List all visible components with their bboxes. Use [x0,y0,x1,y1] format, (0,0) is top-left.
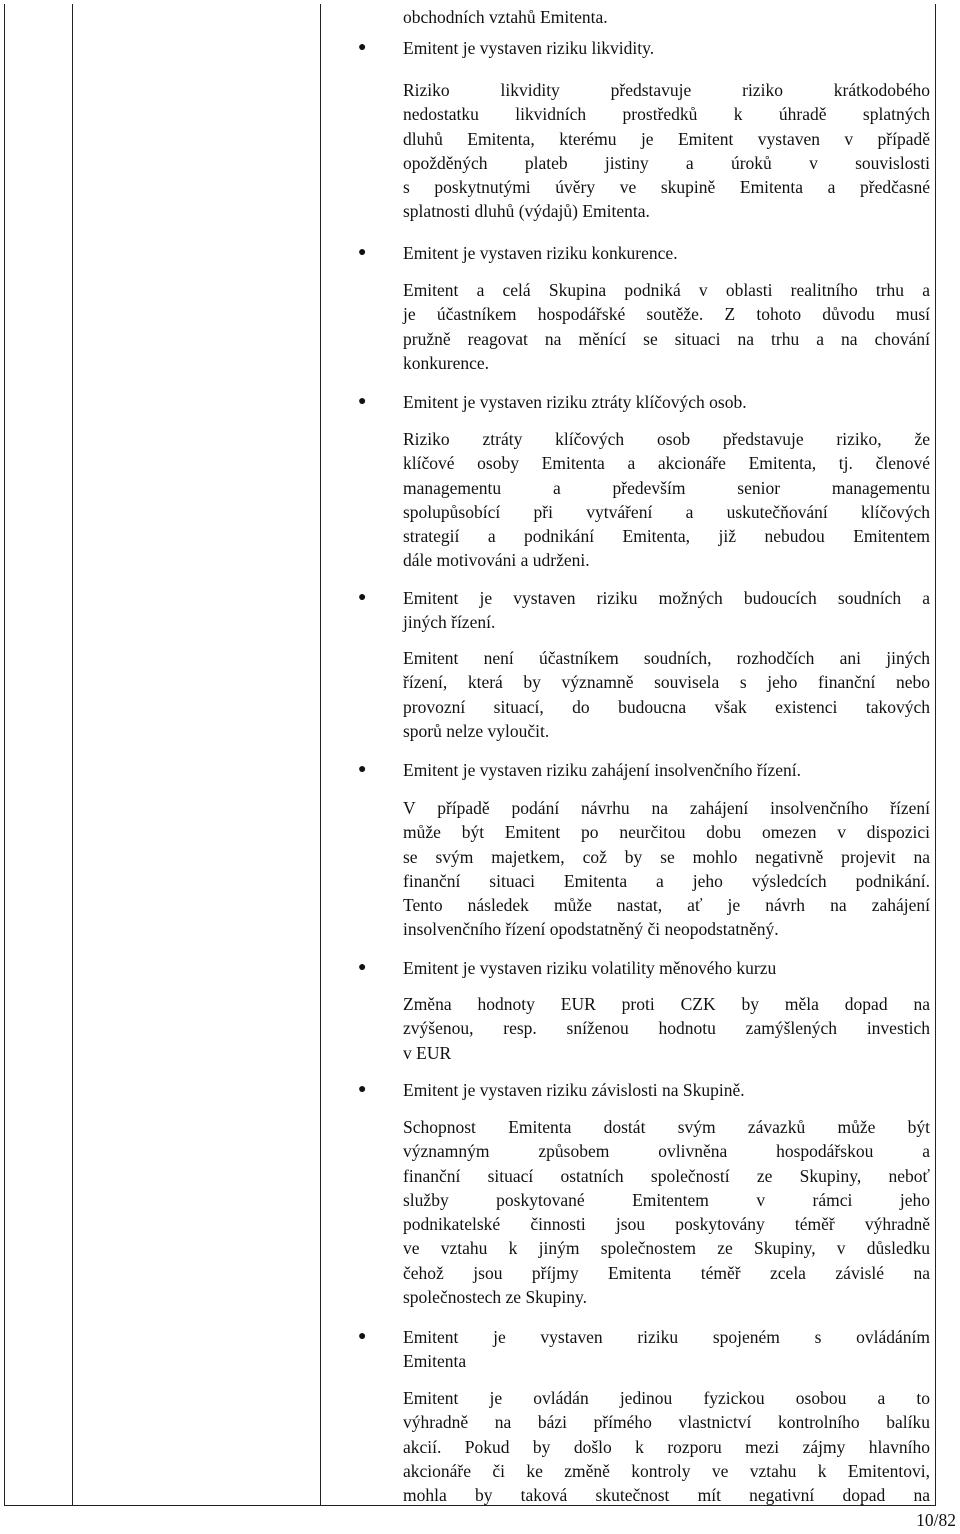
paragraph [358,5,930,29]
text-line: s poskytnutými úvěry ve skupině Emitenta a předčasné [403,177,930,198]
text-line: konkurence. [403,352,490,373]
bullet-item [358,1078,930,1102]
bullet-item [358,758,930,782]
bullet-icon: ● [358,762,367,777]
text-line: pružně reagovat na měnící se situaci na trhu a na chování [403,328,930,349]
text-line: Emitent je vystaven riziku ztráty klíčových osob. [403,392,747,412]
bullet-icon: ● [358,960,367,975]
text-line: Emitent a celá Skupina podniká v oblasti realitního trhu a [403,280,930,300]
bullet-item [358,390,930,414]
text-line: Emitent je vystaven riziku možných budoucích soudních a [403,588,930,608]
text-line: akcionáře či ke změně kontroly ve vztahu k Emitentovi, [403,1460,930,1481]
text-line: Riziko likvidity představuje riziko krátkodobého [403,80,930,100]
text-line: Emitent je vystaven riziku volatility měnového kurzu [403,958,777,978]
paragraph [358,278,930,375]
bullet-item [358,586,930,635]
text-line: Emitent je vystaven riziku likvidity. [403,38,655,58]
text-line: finanční situací ostatních společností ze Skupiny, neboť [403,1165,930,1186]
bullet-icon: ● [358,1329,367,1344]
text-line: řízení, která by významně souvisela s jeho finanční nebo [403,672,930,693]
text-line: finanční situaci Emitenta a jeho výsledcích podnikání. [403,870,930,891]
bullet-item [358,241,930,265]
text-line: čehož jsou příjmy Emitenta téměř zcela závislé na [403,1262,930,1283]
text-line: podnikatelské činnosti jsou poskytovány téměř výhradně [403,1214,930,1235]
column-divider [320,4,321,1506]
text-line: ve vztahu k jiným společnostem ze Skupiny, v důsledku [403,1238,930,1259]
text-line: klíčové osoby Emitenta a akcionáře Emitenta, tj. členové [403,453,930,474]
bullet-item [358,36,930,60]
text-line: je účastníkem hospodářské soutěže. Z tohoto důvodu musí [403,304,930,325]
text-line: Emitent je vystaven riziku konkurence. [403,243,678,263]
text-line: dluhů Emitenta, kterému je Emitent vystaven v případě [403,128,930,149]
text-line: Emitent je vystaven riziku zahájení insolvenčního řízení. [403,760,801,780]
text-line: insolvenčního řízení opodstatněný či neopodstatněný. [403,919,779,940]
document-body [358,0,930,1506]
paragraph [358,1386,930,1506]
text-line: provozní situací, do budoucna však existenci takových [403,696,930,717]
text-line: splatnosti dluhů (výdajů) Emitenta. [403,201,650,222]
text-line: Emitent je vystaven riziku spojeném s ovládáním [403,1327,930,1347]
text-line: strategií a podnikání Emitenta, již nebudou Emitentem [403,526,930,547]
paragraph [358,427,930,573]
paragraph [358,796,930,942]
bullet-icon: ● [358,245,367,260]
bullet-icon: ● [358,394,367,409]
text-line: zvýšenou, resp. sníženou hodnotu zamýšlených investich [403,1018,930,1039]
bullet-icon: ● [358,590,367,605]
text-line: V případě podání návrhu na zahájení insolvenčního řízení [403,798,930,818]
paragraph [358,1115,930,1309]
text-line: Schopnost Emitenta dostát svým závazků může být [403,1117,930,1137]
text-line: Tento následek může nastat, ať je návrh na zahájení [403,895,930,916]
bullet-item [358,956,930,980]
paragraph [358,646,930,743]
paragraph [358,992,930,1065]
bullet-item [358,1325,930,1374]
text-line: Emitenta [403,1351,467,1372]
text-line: Riziko ztráty klíčových osob představuje riziko, že [403,429,930,449]
text-line: akcií. Pokud by došlo k rozporu mezi zájmy hlavního [403,1436,930,1457]
text-line: obchodních vztahů Emitenta. [403,7,608,27]
paragraph [358,78,930,224]
text-line: opožděných plateb jistiny a úroků v souvislosti [403,152,930,173]
text-line: sporů nelze vyloučit. [403,720,550,741]
column-divider [72,4,73,1506]
text-line: Změna hodnoty EUR proti CZK by měla dopad na [403,994,930,1014]
text-line: výhradně na bázi přímého vlastnictví kontrolního balíku [403,1412,930,1433]
text-line: spolupůsobící při vytváření a uskutečňování klíčových [403,501,930,522]
bullet-icon: ● [358,1082,367,1097]
text-line: společnostech ze Skupiny. [403,1287,588,1308]
text-line: jiných řízení. [403,612,496,633]
text-line: služby poskytované Emitentem v rámci jeho [403,1189,930,1210]
text-line: dále motivováni a udrženi. [403,550,590,571]
text-line: mohla by taková skutečnost mít negativní dopad na [403,1485,930,1506]
text-line: v EUR [403,1042,452,1063]
bullet-icon: ● [358,40,367,55]
page-number: 10/82 [916,1510,956,1530]
text-line: managementu a především senior managementu [403,477,930,498]
text-line: Emitent není účastníkem soudních, rozhodčích ani jiných [403,648,930,668]
text-line: Emitent je vystaven riziku závislosti na Skupině. [403,1080,745,1100]
text-line: významným způsobem ovlivněna hospodářskou a [403,1141,930,1162]
text-line: může být Emitent po neurčitou dobu omezen v dispozici [403,822,930,843]
text-line: se svým majetkem, což by se mohlo negativně projevit na [403,846,930,867]
text-line: nedostatku likvidních prostředků k úhradě splatných [403,104,930,125]
text-line: Emitent je ovládán jedinou fyzickou osobou a to [403,1388,930,1408]
